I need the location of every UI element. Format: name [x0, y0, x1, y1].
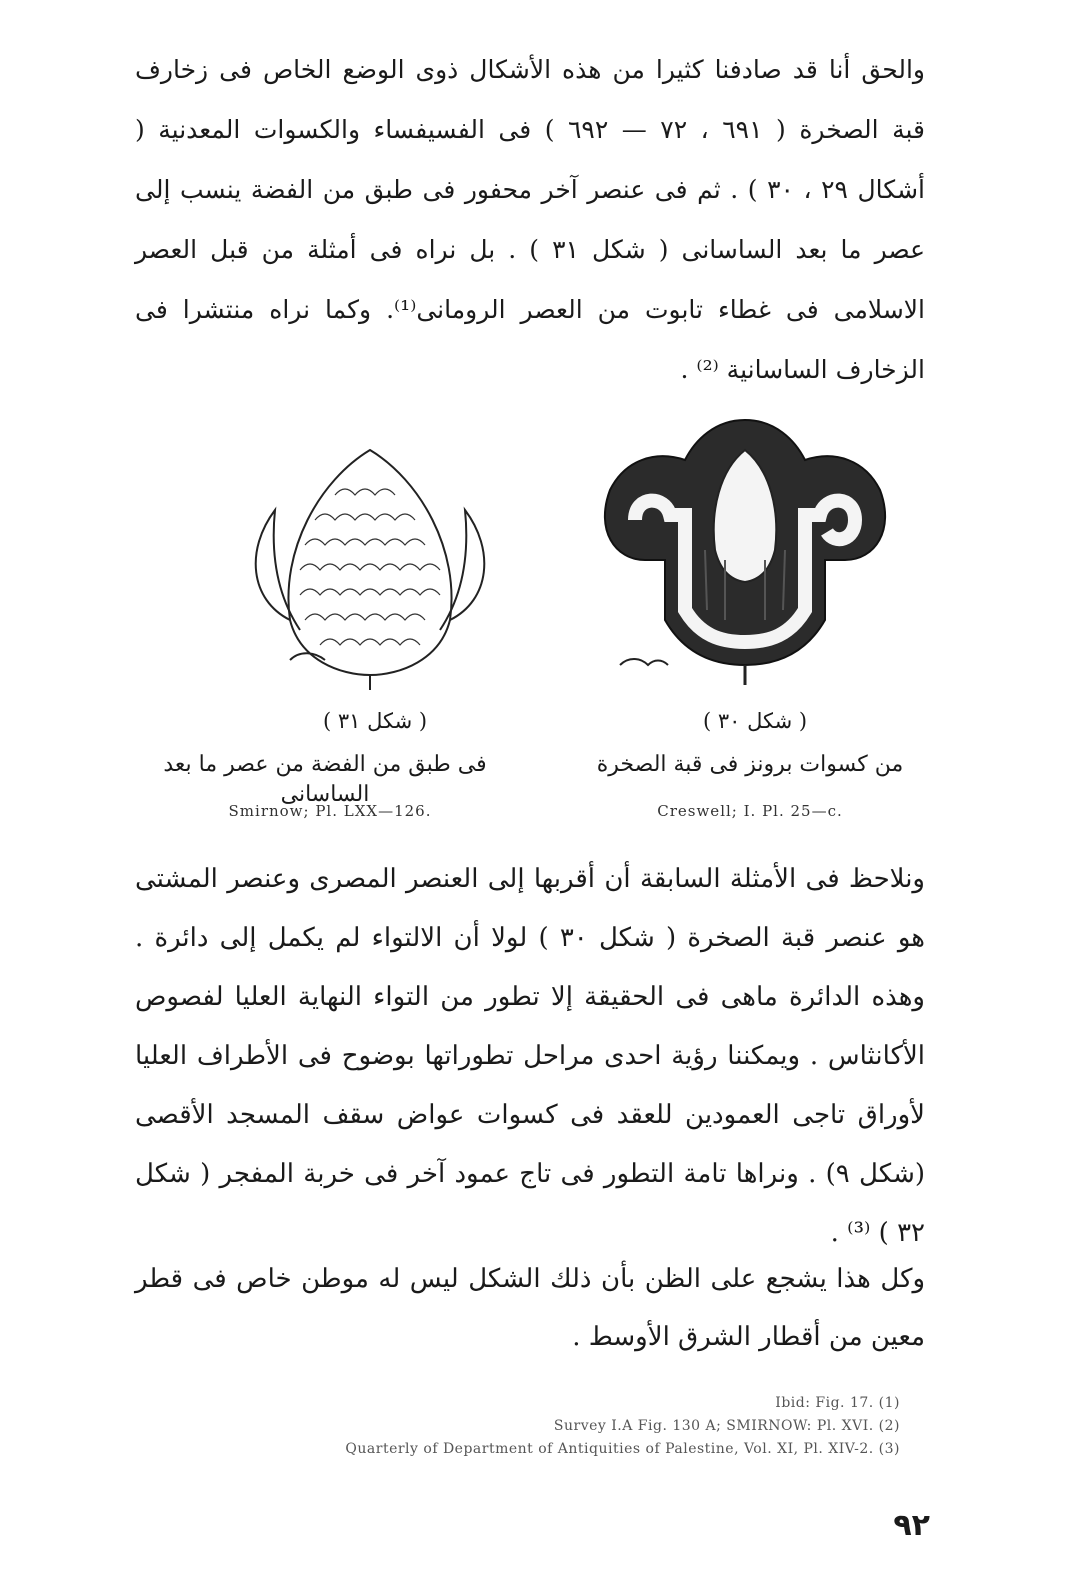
footnotes: [140, 1392, 900, 1461]
figure-31-number: ( شكل ٣١ ): [322, 709, 428, 733]
paragraph-1: والحق أنا قد صادفنا كثيرا من هذه الأشكال ذوى الوضع الخاص فى زخارف قبة الصخرة ( ٦٩١ ، ٧٢ — ٦٩٢ ) فى الفسيفساء والكسوات المعدنية ( أشكال ٢٩ ، ٣٠ ) . ثم فى عنصر آخر محفور فى طبق من الفضة ينسب إلى عصر ما بعد الساسانى ( شكل ٣١ ) . بل نراه فى أمثلة من قبل العصر الاسلامى فى غطاء تابوت من العصر الرومانى⁽¹⁾. وكما نراه منتشرا فى الزخارف الساسانية ⁽²⁾ .: [135, 55, 925, 384]
footnote-3: Quarterly of Department of Antiquities of Palestine, Vol. XI, Pl. XIV-2. (3): [345, 1441, 900, 1457]
footnote-2: Survey I.A Fig. 130 A; SMIRNOW: Pl. XVI. (2): [553, 1418, 900, 1434]
figure-30-number: ( شكل ٣٠ ): [702, 709, 808, 733]
figure-31-source: Smirnow; Pl. LXX—126.: [228, 802, 432, 820]
page-number: ٩٢: [893, 1508, 930, 1543]
paragraph-3: وكل هذا يشجع على الظن بأن ذلك الشكل ليس له موطن خاص فى قطر معين من أقطار الشرق الأوسط .: [135, 1264, 925, 1352]
figure-30-description: من كسوات برونز فى قبة الصخرة: [596, 752, 904, 777]
paragraph-2: ونلاحظ فى الأمثلة السابقة أن أقربها إلى العنصر المصرى وعنصر المشتى هو عنصر قبة الصخرة ( شكل ٣٠ ) لولا أن الالتواء لم يكمل إلى دائرة . وهذه الدائرة ماهى فى الحقيقة إلا تطور من التواء النهاية العليا لفصوص الأكانثاس . ويمكننا رؤية احدى مراحل تطوراتها بوضوح فى الأطراف العليا لأوراق تاجى العمودين للعقد فى كسوات عواض سقف المسجد الأقصى (شكل ٩) . ونراها تامة التطور فى تاج عمود آخر فى خربة المفجر ( شكل ٣٢ ) ⁽³⁾ .: [135, 864, 925, 1248]
figure-30-bronze-ornament-image: [595, 410, 895, 690]
figure-31-lotus-ornament-image: [230, 440, 510, 690]
figure-31-description: فى طبق من الفضة من عصر ما بعد الساسانى: [163, 752, 487, 807]
figure-30-source: Creswell; I. Pl. 25—c.: [657, 802, 843, 820]
footnote-1: Ibid: Fig. 17. (1): [775, 1395, 900, 1411]
